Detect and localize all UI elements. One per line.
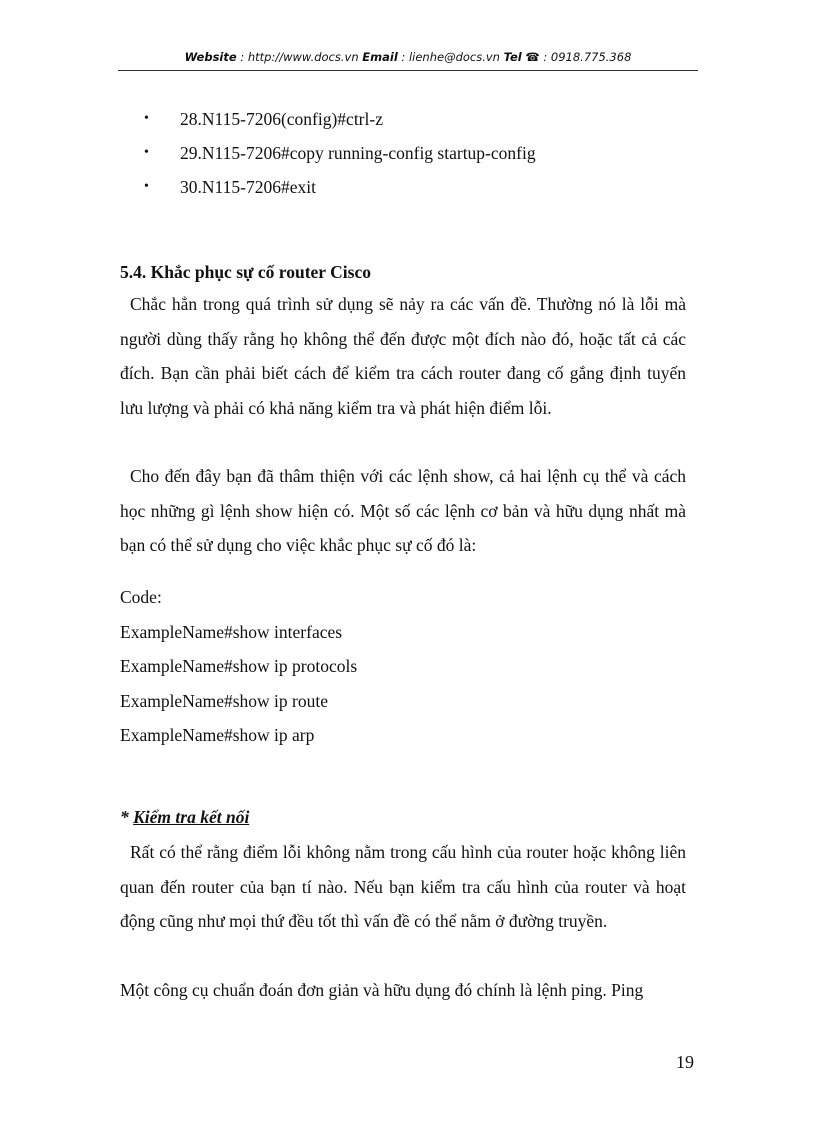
- code-line: ExampleName#show ip protocols: [120, 656, 358, 676]
- bullet-icon: •: [144, 111, 149, 126]
- email-label: Email: [362, 50, 398, 64]
- code-line: ExampleName#show ip arp: [120, 725, 315, 745]
- email-address[interactable]: : lienhe@docs.vn: [397, 50, 504, 64]
- list-item-text: 30.N115-7206#exit: [180, 177, 316, 197]
- code-line: ExampleName#show interfaces: [120, 621, 343, 642]
- list-item-text: 29.N115-7206#copy running-config startup-config: [180, 143, 536, 163]
- code-block: [120, 580, 686, 753]
- paragraph-ping: Một công cụ chuẩn đoán đơn giản và hữu dụng đó chính là lệnh ping. Ping: [120, 980, 644, 1000]
- code-label: Code:: [120, 587, 162, 607]
- paragraph-intro: Chắc hẳn trong quá trình sử dụng sẽ nảy ra các vấn đề. Thường nó là lỗi mà người dùng thấy rằng họ không thể đến được một đích nào đó, hoặc tất cả các đích. Bạn cần phải biết cách để kiểm tra cách router đang cố gắng định tuyến lưu lượng và phải có khả năng kiểm tra và phát hiện điểm lỗi.: [120, 294, 686, 418]
- code-line: ExampleName#show ip route: [120, 690, 329, 711]
- page-number: 19: [676, 1052, 694, 1072]
- tel-number: : 0918.775.368: [539, 50, 632, 64]
- tel-label: Tel: [503, 50, 522, 64]
- list-item: [120, 136, 680, 170]
- list-item: [120, 170, 680, 204]
- subsection-star: *: [120, 807, 134, 827]
- header-divider: [118, 70, 698, 71]
- command-bullet-list: [120, 102, 680, 204]
- bullet-icon: •: [144, 179, 149, 194]
- paragraph-connectivity: Rất có thể rằng điểm lỗi không nằm trong cấu hình của router hoặc không liên quan đến router của bạn tí nào. Nếu bạn kiểm tra cấu hình của router và hoạt động cũng như mọi thứ đều tốt thì vấn đề có thể nằm ở đường truyền.: [120, 842, 686, 931]
- list-item: [120, 102, 680, 136]
- subsection-heading: [120, 804, 249, 830]
- phone-icon: ☎: [525, 50, 540, 64]
- section-heading: 5.4. Khắc phục sự cố router Cisco: [120, 262, 371, 282]
- list-item-text: 28.N115-7206(config)#ctrl-z: [180, 109, 383, 129]
- subsection-title: Kiểm tra kết nối: [133, 807, 250, 827]
- website-url[interactable]: : http://www.docs.vn: [236, 50, 363, 64]
- website-label: Website: [184, 50, 237, 64]
- page-header: [0, 50, 816, 64]
- paragraph-show-commands: Cho đến đây bạn đã thâm thiện với các lệnh show, cả hai lệnh cụ thể và cách học những gì lệnh show hiện có. Một số các lệnh cơ bản và hữu dụng nhất mà bạn có thể sử dụng cho việc khắc phục sự cố đó là:: [120, 466, 686, 555]
- bullet-icon: •: [144, 145, 149, 160]
